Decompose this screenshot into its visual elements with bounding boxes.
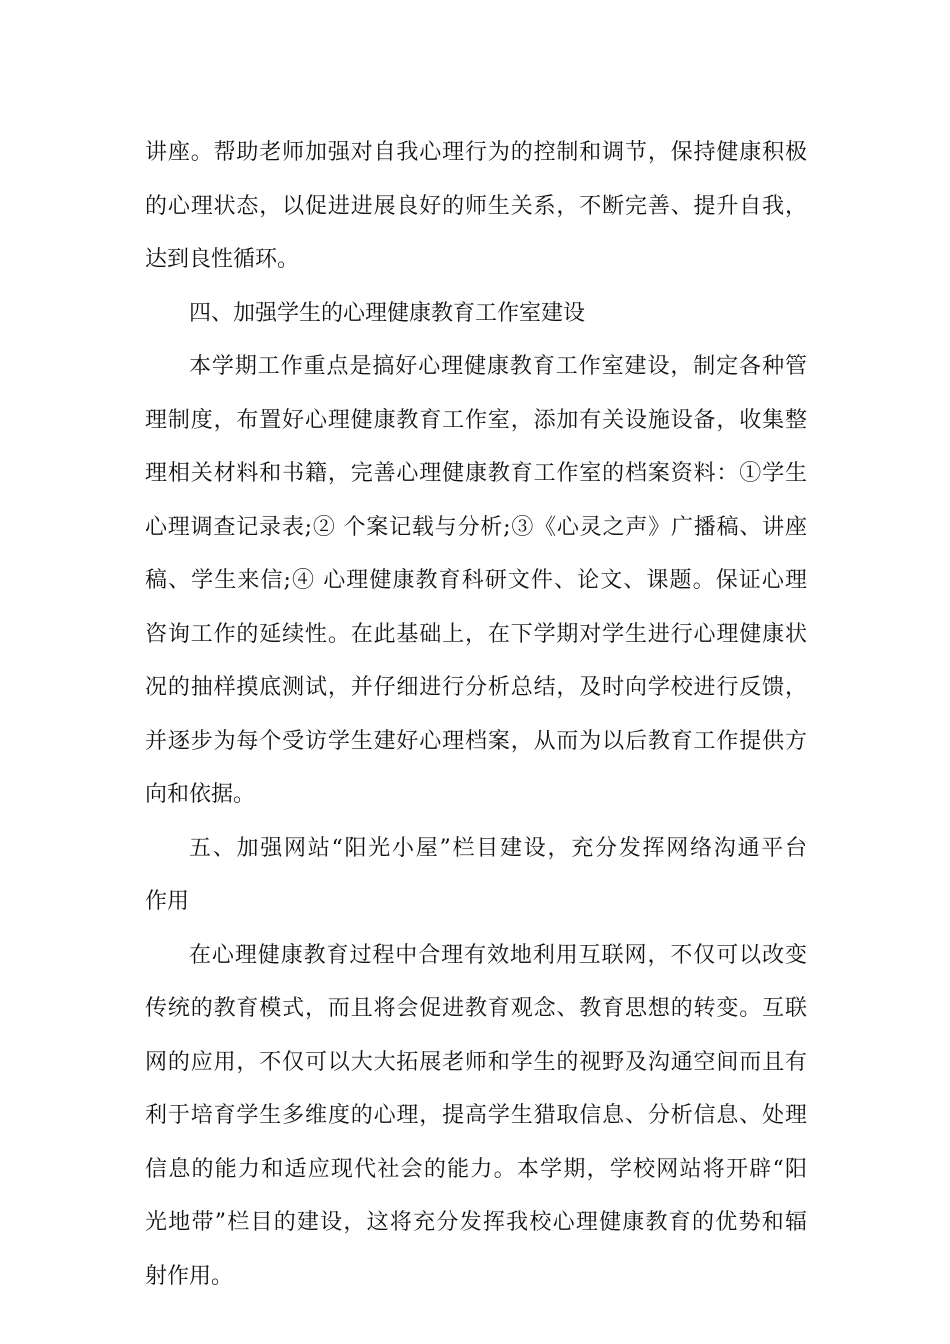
text-line: 向和依据。 [145, 782, 256, 807]
text-line: 利于培育学生多维度的心理，提高学生猎取信息、分析信息、处理 [145, 1103, 807, 1128]
text-line: 五、加强网站“阳光小屋”栏目建设，充分发挥网络沟通平台 [189, 835, 807, 861]
text-line: 网的应用，不仅可以大大拓展老师和学生的视野及沟通空间而且有 [145, 1049, 807, 1075]
text-line: 光地带”栏目的建设，这将充分发挥我校心理健康教育的优势和辐 [145, 1210, 807, 1235]
text-line: 信息的能力和适应现代社会的能力。本学期，学校网站将开辟“阳 [145, 1156, 807, 1182]
document-body [145, 126, 807, 1303]
text-line: 并逐步为每个受访学生建好心理档案，从而为以后教育工作提供方 [145, 728, 807, 754]
text-line: 稿、学生来信;④ 心理健康教育科研文件、论文、课题。保证心理 [145, 568, 807, 593]
text-line: 心理调查记录表;② 个案记载与分析;③《心灵之声》广播稿、讲座 [145, 514, 807, 540]
text-line: 四、加强学生的心理健康教育工作室建设 [189, 300, 586, 326]
text-line: 况的抽样摸底测试，并仔细进行分析总结，及时向学校进行反馈， [145, 675, 807, 700]
text-line: 传统的教育模式，而且将会促进教育观念、教育思想的转变。互联 [145, 996, 807, 1021]
text-line: 作用 [145, 889, 190, 914]
text-line: 射作用。 [145, 1263, 234, 1289]
text-line: 在心理健康教育过程中合理有效地利用互联网，不仅可以改变 [189, 942, 807, 968]
text-line: 讲座。帮助老师加强对自我心理行为的控制和调节，保持健康积极 [145, 140, 807, 165]
text-line: 理相关材料和书籍，完善心理健康教育工作室的档案资料：①学生 [145, 461, 807, 486]
text-line: 的心理状态，以促进进展良好的师生关系，不断完善、提升自我， [145, 193, 807, 219]
text-line: 本学期工作重点是搞好心理健康教育工作室建设，制定各种管 [189, 354, 807, 379]
text-line: 理制度，布置好心理健康教育工作室，添加有关设施设备，收集整 [145, 407, 807, 433]
text-line: 咨询工作的延续性。在此基础上，在下学期对学生进行心理健康状 [145, 621, 807, 647]
text-line: 达到良性循环。 [145, 247, 300, 272]
